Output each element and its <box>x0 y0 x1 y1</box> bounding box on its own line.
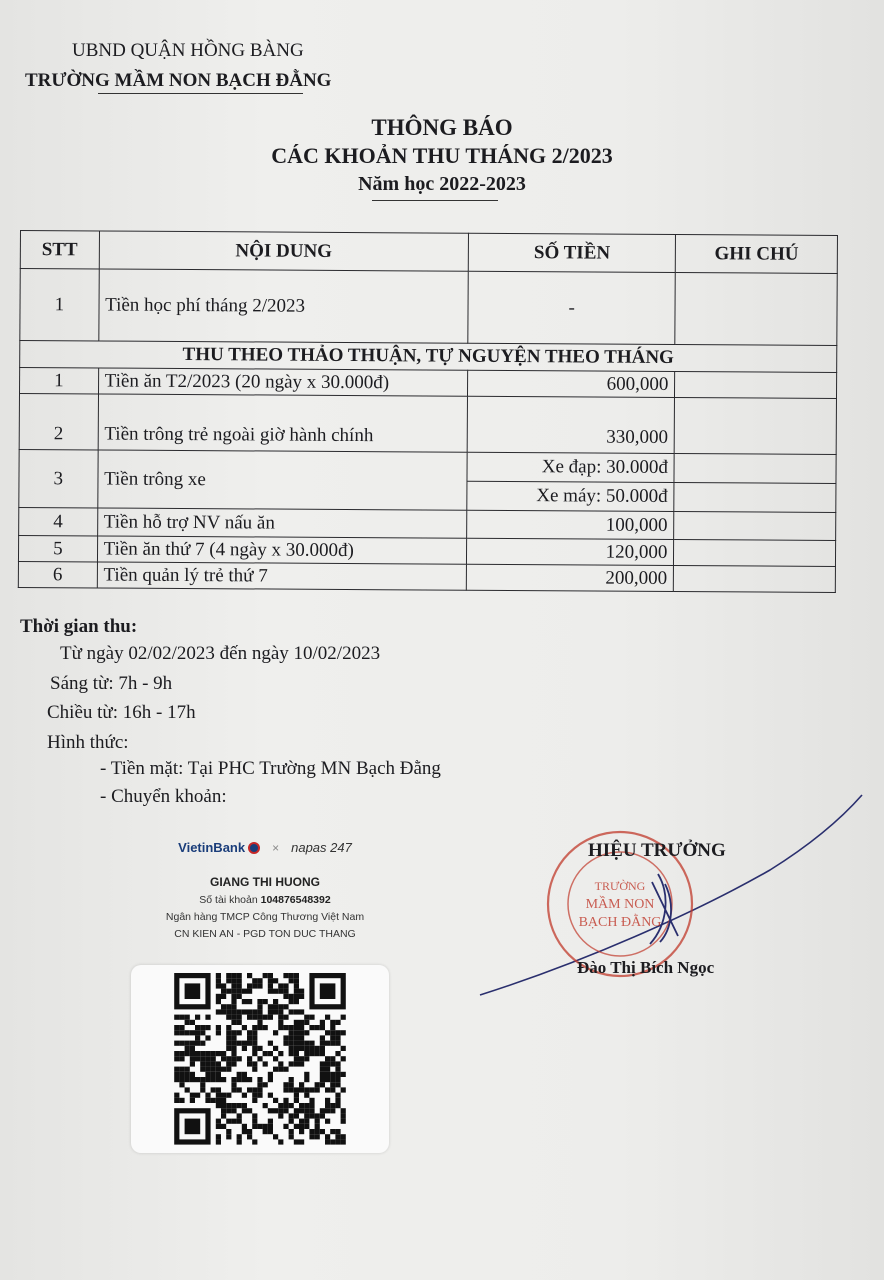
table-row <box>19 449 836 512</box>
fees-table <box>18 230 838 593</box>
row-content: Tiền hỗ trợ NV nấu ăn <box>97 508 467 538</box>
header-content: NỘI DUNG <box>99 231 469 271</box>
authority-name: UBND QUẬN HỒNG BÀNG <box>72 40 304 61</box>
row-note <box>674 540 836 567</box>
account-number-label: Số tài khoản <box>199 894 258 906</box>
school-year-underline <box>372 200 498 201</box>
row-amount: - <box>468 271 676 344</box>
notice-title: THÔNG BÁO <box>371 115 513 140</box>
header-amount: SỐ TIỀN <box>468 233 676 272</box>
header-note: GHI CHÚ <box>676 235 838 274</box>
collection-date-range: Từ ngày 02/02/2023 đến ngày 10/02/2023 <box>60 643 381 664</box>
row-stt: 3 <box>19 449 98 507</box>
table-row <box>20 269 837 346</box>
qr-code-icon <box>143 973 377 1145</box>
row-amount: 120,000 <box>466 538 673 565</box>
row-note <box>674 512 836 541</box>
qr-code-card <box>131 965 389 1153</box>
row-stt: 2 <box>19 394 98 450</box>
header-stt: STT <box>20 231 99 269</box>
table-header-row <box>20 231 837 274</box>
vietinbank-icon <box>248 842 260 854</box>
table-row <box>19 394 836 455</box>
account-holder: GIANG THI HUONG <box>210 875 320 889</box>
payment-method-label: Hình thức: <box>47 732 129 753</box>
row-stt: 4 <box>19 507 98 535</box>
row-note <box>675 372 837 399</box>
motorbike-fee: Xe máy: 50.000đ <box>467 481 674 511</box>
separator-icon: × <box>272 840 280 855</box>
svg-text:TRƯỜNG: TRƯỜNG <box>594 879 646 893</box>
school-underline <box>98 93 303 94</box>
principal-title: HIỆU TRƯỞNG <box>588 840 726 861</box>
row-note <box>674 398 836 455</box>
bicycle-fee: Xe đạp: 30.000đ <box>541 456 668 478</box>
account-number-line <box>110 894 420 906</box>
row-note <box>675 273 837 346</box>
row-content: Tiền trông xe <box>97 450 467 510</box>
row-content: Tiền ăn thứ 7 (4 ngày x 30.000đ) <box>97 536 467 564</box>
napas-logo: napas 247 <box>291 840 352 855</box>
svg-text:MẦM NON: MẦM NON <box>585 897 655 912</box>
payment-transfer: - Chuyển khoản: <box>100 786 227 807</box>
row-amount: 600,000 <box>467 370 674 397</box>
svg-text:BẠCH ĐẰNG: BẠCH ĐẰNG <box>578 915 662 930</box>
note-subcell <box>675 454 836 483</box>
row-stt: 5 <box>18 535 97 561</box>
collection-heading: Thời gian thu: <box>20 616 138 637</box>
notice-subtitle: CÁC KHOẢN THU THÁNG 2/2023 <box>271 143 613 168</box>
row-content: Tiền trông trẻ ngoài giờ hành chính <box>98 394 468 452</box>
payment-cash: - Tiền mặt: Tại PHC Trường MN Bạch Đằng <box>100 758 441 779</box>
bank-name: Ngân hàng TMCP Công Thương Việt Nam <box>165 911 365 923</box>
bank-brand-name: VietinBank <box>178 840 246 855</box>
note-subcell <box>675 482 836 512</box>
school-year: Năm học 2022-2023 <box>358 173 526 195</box>
row-note <box>674 566 836 593</box>
row-content: Tiền quản lý trẻ thứ 7 <box>97 562 467 590</box>
row-stt: 1 <box>20 368 99 394</box>
bank-brand-row <box>110 840 420 855</box>
row-note <box>674 454 836 513</box>
vietinbank-logo <box>178 840 260 855</box>
bank-transfer-info <box>110 840 420 940</box>
table-row <box>18 561 835 592</box>
row-amount: 200,000 <box>466 564 673 591</box>
collection-afternoon: Chiều từ: 16h - 17h <box>47 702 196 723</box>
row-stt: 1 <box>20 269 99 341</box>
collection-morning: Sáng từ: 7h - 9h <box>50 673 173 694</box>
row-content: Tiền ăn T2/2023 (20 ngày x 30.000đ) <box>98 368 468 396</box>
row-stt: 6 <box>18 561 97 587</box>
bank-branch: CN KIEN AN - PGD TON DUC THANG <box>174 928 356 940</box>
row-amount: 330,000 <box>467 396 675 453</box>
row-amount <box>467 452 675 511</box>
account-number: 104876548392 <box>260 894 331 906</box>
section-title: THU THEO THẢO THUẬN, TỰ NGUYỆN THEO THÁNG <box>20 341 837 373</box>
school-name: TRƯỜNG MẦM NON BẠCH ĐẰNG <box>25 70 332 91</box>
principal-name: Đào Thị Bích Ngọc <box>577 958 715 977</box>
row-amount: 100,000 <box>467 510 674 539</box>
row-content: Tiền học phí tháng 2/2023 <box>98 269 468 343</box>
